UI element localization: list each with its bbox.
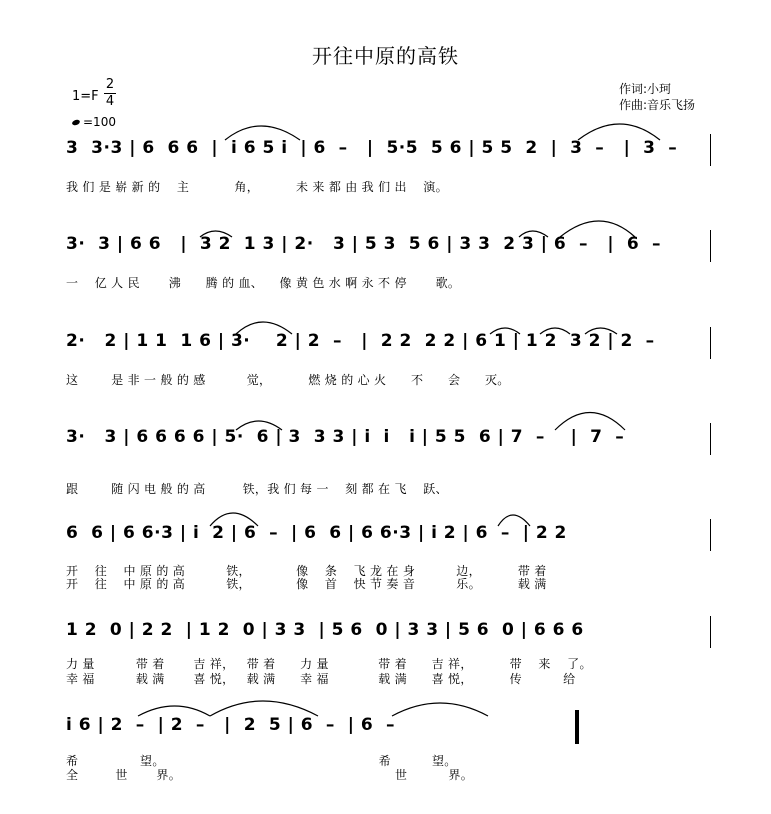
- lyrics-line-5a: 开 往 中 原 的 高 铁， 像 条 飞 龙 在 身 边， 带 着: [66, 564, 547, 578]
- system-end-barline: [710, 423, 711, 455]
- tempo-value: =100: [83, 115, 116, 129]
- lyrics-line-3: 这 是 非 一 般 的 感 觉， 燃 烧 的 心 火 不 会 灭。: [66, 373, 510, 387]
- lyrics-line-1: 我 们 是 崭 新 的 主 角， 未 来 都 由 我 们 出 演。: [66, 180, 448, 194]
- notes-line-4: 3· 3 | 6 6 6 6 | 5· 6 | 3 3 3 | i i i | 5 5 6 | 7 – | 7 –: [66, 427, 625, 447]
- system-end-barline: [710, 327, 711, 359]
- system-end-barline: [710, 616, 711, 648]
- lyrics-line-6b: 幸 福 载 满 喜 悦， 载 满 幸 福 载 满 喜 悦， 传 给: [66, 672, 576, 686]
- notes-line-2: 3· 3 | 6 6 | 3 2 1 3 | 2· 3 | 5 3 5 6 | 3 3 2 3 | 6 – | 6 –: [66, 234, 662, 254]
- lyricist-credit: 作词:小珂: [619, 82, 672, 96]
- lyrics-line-5b: 开 往 中 原 的 高 铁， 像 首 快 节 奏 音 乐。 载 满: [66, 577, 547, 591]
- system-end-barline: [710, 134, 711, 166]
- time-signature: [104, 78, 116, 109]
- quarter-note-icon: [71, 119, 80, 126]
- lyrics-line-4: 跟 随 闪 电 般 的 高 铁，我 们 每 一 刻 都 在 飞 跃、: [66, 482, 448, 496]
- notes-line-6: 1 2 0 | 2 2 | 1 2 0 | 3 3 | 5 6 0 | 3 3 | 5 6 0 | 6 6 6: [66, 620, 584, 640]
- time-denominator: 4: [105, 94, 115, 109]
- lyrics-line-7a: 希 望。 希 望。: [66, 754, 457, 768]
- notes-line-7: i 6 | 2 – | 2 – | 2 5 | 6 – | 6 –: [66, 715, 396, 735]
- system-end-barline: [710, 519, 711, 551]
- notes-line-5: 6 6 | 6 6·3 | i 2 | 6 – | 6 6 | 6 6·3 | i 2 | 6 – | 2 2: [66, 523, 567, 543]
- notes-line-1: 3 3·3 | 6 6 6 | i 6 5 i | 6 – | 5·5 5 6 | 5 5 2 | 3 – | 3 –: [66, 138, 678, 158]
- time-numerator: 2: [105, 77, 115, 92]
- key-signature: 1=F: [72, 89, 99, 104]
- final-barline: [575, 710, 579, 744]
- lyrics-line-2: 一 亿 人 民 沸 腾 的 血、 像 黄 色 水 啊 永 不 停 歌。: [66, 276, 461, 290]
- composer-credit: 作曲:音乐飞扬: [619, 98, 696, 112]
- song-title: 开往中原的高铁: [312, 44, 459, 68]
- lyrics-line-7b: 全 世 界。 世 界。: [66, 768, 474, 782]
- notes-line-3: 2· 2 | 1 1 1 6 | 3· 2 | 2 – | 2 2 2 2 | 6 1 | 1 2 3 2 | 2 –: [66, 331, 655, 351]
- lyrics-line-6a: 力 量 带 着 吉 祥， 带 着 力 量 带 着 吉 祥， 带 来 了。: [66, 657, 592, 671]
- system-end-barline: [710, 230, 711, 262]
- tempo-marking: [72, 115, 116, 129]
